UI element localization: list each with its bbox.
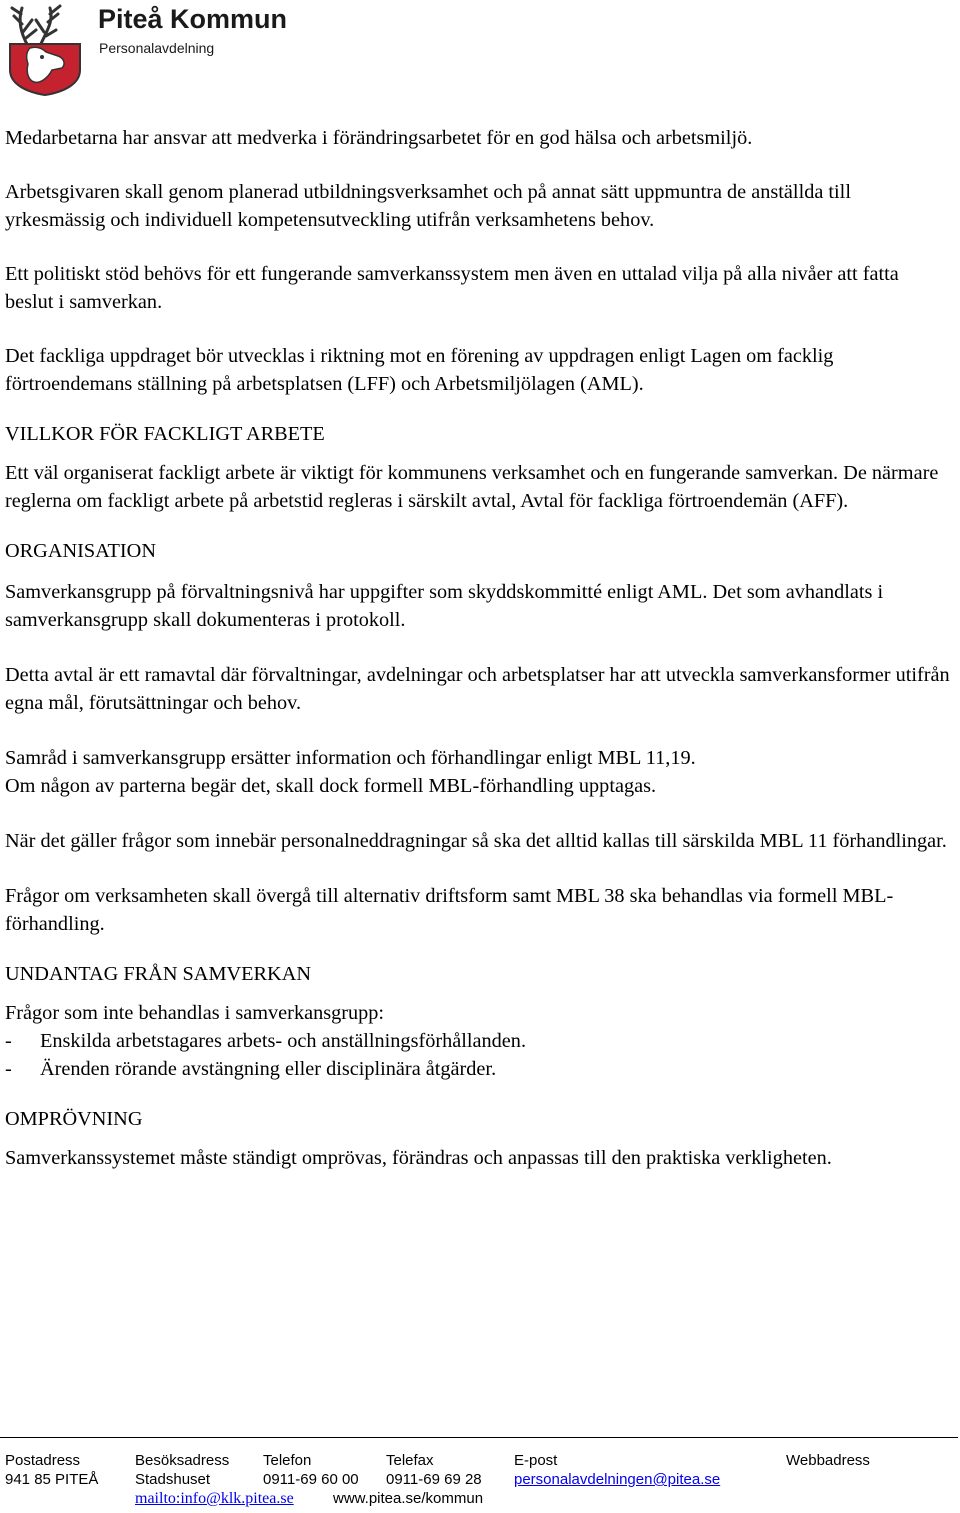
paragraph-samrad-line2: Om någon av parterna begär det, skall dock formell MBL-förhandling upptagas.	[5, 775, 657, 797]
paragraph-medarbetare: Medarbetarna har ansvar att medverka i förändringsarbetet för en god hälsa och arbetsmiljö.	[5, 127, 753, 149]
heading-organisation: ORGANISATION	[5, 540, 156, 562]
footer-label-besoksadress: Besöksadress	[135, 1452, 230, 1469]
footer-label-epost: E-post	[514, 1452, 558, 1469]
paragraph-politiskt-stod: Ett politiskt stöd behövs för ett fungerande samverkanssystem men även en uttalad vilja på alla nivåer att fatta beslut i samverkan.	[5, 263, 899, 313]
department-name: Personalavdelning	[99, 40, 215, 56]
list-item	[5, 1055, 950, 1083]
footer-postadress: 941 85 PITEÅ	[5, 1471, 99, 1488]
footer-labels-row	[5, 1451, 955, 1470]
list-item-text: Enskilda arbetstagares arbets- och anställningsförhållanden.	[40, 1030, 527, 1052]
paragraph-undantag-intro: Frågor som inte behandlas i samverkansgrupp:	[5, 1002, 385, 1024]
footer-email-link[interactable]: personalavdelningen@pitea.se	[514, 1471, 721, 1488]
footer-links-row	[5, 1489, 955, 1508]
footer-divider	[0, 1437, 958, 1438]
heading-villkor: VILLKOR FÖR FACKLIGT ARBETE	[5, 423, 325, 445]
footer-web-url[interactable]: www.pitea.se/kommun	[333, 1490, 484, 1507]
list-item	[5, 1027, 950, 1055]
paragraph-organisation: Samverkansgrupp på förvaltningsnivå har uppgifter som skyddskommitté enligt AML. Det som avhandlats i samverkansgrupp skall dokumenteras i protokoll.	[5, 581, 884, 631]
footer-telefon: 0911-69 60 00	[263, 1471, 359, 1488]
list-marker: -	[5, 1058, 12, 1080]
heading-omprovning: OMPRÖVNING	[5, 1108, 143, 1130]
footer-label-webbadress: Webbadress	[786, 1452, 870, 1469]
list-item-text: Ärenden rörande avstängning eller disciplinära åtgärder.	[40, 1058, 497, 1080]
heading-undantag: UNDANTAG FRÅN SAMVERKAN	[5, 963, 311, 985]
document-body	[5, 124, 950, 1172]
paragraph-personalneddragningar: När det gäller frågor som innebär personalneddragningar så ska det alltid kallas till särskilda MBL 11 förhandlingar.	[5, 830, 947, 852]
paragraph-villkor: Ett väl organiserat fackligt arbete är viktigt för kommunens verksamhet och en fungerande samverkan. De närmare reglerna om fackligt arbete på arbetstid regleras i särskilt avtal, Avtal för fackliga förtroendemän (AFF).	[5, 462, 939, 512]
paragraph-kompetensutveckling: Arbetsgivaren skall genom planerad utbildningsverksamhet och på annat sätt uppmuntra de anställda till yrkesmässig och individuell kompetensutveckling utifrån verksamhetens behov.	[5, 181, 851, 231]
footer-label-postadress: Postadress	[5, 1452, 81, 1469]
footer-mailto-link[interactable]: mailto:info@klk.pitea.se	[135, 1490, 294, 1507]
paragraph-ramavtal: Detta avtal är ett ramavtal där förvaltningar, avdelningar och arbetsplatser har att utveckla samverkansformer utifrån egna mål, förutsättningar och behov.	[5, 664, 950, 714]
footer	[5, 1451, 955, 1508]
undantag-list	[5, 1027, 950, 1083]
municipal-crest-reindeer-icon	[6, 2, 84, 96]
organization-name: Piteå Kommun	[98, 4, 288, 34]
paragraph-omprovning: Samverkanssystemet måste ständigt omprövas, förändras och anpassas till den praktiska verkligheten.	[5, 1147, 832, 1169]
letterhead	[6, 0, 406, 100]
paragraph-driftsform: Frågor om verksamheten skall övergå till alternativ driftsform samt MBL 38 ska behandlas via formell MBL-förhandling.	[5, 885, 894, 935]
footer-values-row	[5, 1470, 955, 1489]
footer-besoksadress: Stadshuset	[135, 1471, 211, 1488]
footer-telefax: 0911-69 69 28	[386, 1471, 482, 1488]
list-marker: -	[5, 1030, 12, 1052]
footer-label-telefon: Telefon	[263, 1452, 312, 1469]
paragraph-samrad-line1: Samråd i samverkansgrupp ersätter information och förhandlingar enligt MBL 11,19.	[5, 747, 696, 769]
paragraph-fackliga-uppdraget: Det fackliga uppdraget bör utvecklas i riktning mot en förening av uppdragen enligt Lagen om facklig förtroendemans ställning på arbetsplatsen (LFF) och Arbetsmiljölagen (AML).	[5, 345, 834, 395]
footer-label-telefax: Telefax	[386, 1452, 434, 1469]
